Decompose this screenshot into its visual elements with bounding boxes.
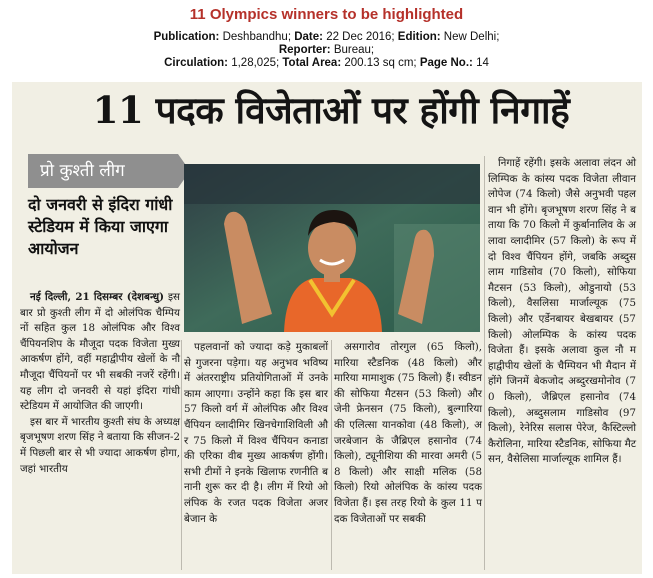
edition-value: New Delhi [443,31,497,43]
date-label: Date: [294,31,323,43]
wrestler-celebrating-photo-icon [184,164,480,332]
article-column-2 [184,340,328,527]
page-value: 14 [476,57,489,69]
category-tag: प्रो कुश्ती लीग [28,154,178,188]
reporter-value: Bureau [333,44,371,56]
area-value: 200.13 sq cm [344,57,414,69]
article-column-4-text: निगाहें रहेंगी। इसके अलावा लंदन ओलिम्पिक के कांस्य पदक विजेता लीवान लोपेज (74 किलो) जैसे अनुभवी पहलवान भी होंगे। बृजभूषण शरण सिंह ने बताया कि 70 किलो में कुर्बानालिव के अलावा व्लादीमिर (57 किलो) के रूप में दो विश्व चैंपियन होंगे, जबकि अब्दुसलाम गाडिसोव (70 किलो), सोफिया मैटसन (53 किलो), ओडुनायो (53 किलो), वैसलिसा मार्जाल्यूक (75 किलो) और एर्डेनबायर बेखबायर (57 किलो) ओलम्पिक के कांस्य पदक विजेता हैं। इसके अलावा कुल नौ महाद्वीपीय खेलों के चैम्पियन भी मैदान में होंगे जिनमें बेकजोद अब्दुरखमोनोव (70 किलो), जैब्रिएल हसानोव (74 किलो), अब्दुसलाम गाडिसोव (97 किलो), रेनेरिस सलास पेरेज, कैस्टिल्लो कैरोलिना, मारिया स्टैडनिक, सोफिया मैटसन, वैसेलिसा मार्जाल्यूक शामिल हैं। [488,157,637,466]
wrestler-photo [184,164,480,332]
circulation-line: Circulation: 1,28,025; Total Area: 200.13 sq cm; Page No.: 14 [164,57,489,69]
column-divider [484,156,485,570]
article-dateline: नई दिल्ली, 21 दिसम्बर (देशबन्धु) [30,291,164,303]
article-column-2-text: पहलवानों को ज्यादा कड़े मुकाबलों से गुजरना पड़ेगा। यह अनुभव भविष्य में अंतरराष्ट्रीय प्रतियोगिताओं में उनके काम आएगा। उन्होंने कहा कि इस बार 57 किलो वर्ग में ओलंपिक और विश्व चैंपियन व्लादीमिर खिनचेगाशिविली और 75 किलो में विश्व चैंपियन कनाडा की एरिका वीब मुख्य आकर्षण होंगी। सभी टीमों ने इनके खिलाफ रणनीति बनानी शुरू कर दी है। लीग में रियो ओलंपिक के रजत पदक विजेता अजरबेजान के [184,341,328,525]
newspaper-clipping [12,82,642,574]
article-column-1-paragraph-1: इस बार प्रो कुश्ती लीग में दो ओलंपिक चैम्पियनों सहित कुल 18 ओलंपिक और विश्व चैंपियनशिप के मौजूदा पदक विजेता मुख्य आकर्षण होंगे, वहीं महाद्वीपीय खेलों के नौ मौजूदा चैंपियनों पर भी सबकी नजरें रहेंगी। यह लीग दो जनवरी से यहां इंदिरा गांधी स्टेडियम में आयोजित की जाएगी। [20,291,180,413]
date-value: 22 Dec 2016 [326,31,392,43]
article-column-1-paragraph-2: इस बार में भारतीय कुश्ती संघ के अध्यक्ष बृजभूषण शरण सिंह ने बताया कि सीजन-2 में पिछली बार से भी ज्यादा आकर्षण होगा, जहां भारतीय [20,415,180,475]
article-column-1 [20,290,180,477]
column-divider [331,340,332,570]
reporter-label: Reporter: [278,44,331,56]
article-column-3 [334,340,482,527]
publication-value: Deshbandhu [222,31,288,43]
circulation-label: Circulation: [164,57,229,69]
area-label: Total Area: [282,57,342,69]
circulation-value: 1,28,025 [231,57,276,69]
article-column-3-text: असगारोव तोरगुल (65 किलो), मारिया स्टैडनिक (48 किलो) और मारिया मामाशुक (75 किलो) हैं। स्वीडन की सोफिया मैटसन (53 किलो) और जेनी फ्रेनसन (75 किलो), बुल्गारिया की एलित्सा यानकोवा (48 किलो), अजरबेजान के जैब्रिएल हसानोव (74 किलो), ट्यूनीशिया की मारवा अमरी (58 किलो) और साक्षी मलिक (58 किलो) रियो ओलंपिक के कांस्य पदक विजेता हैं। इस तरह रियो के कुल 11 पदक विजेताओं पर सबकी [334,341,482,525]
article-column-4 [488,156,636,468]
reporter-line: Reporter: Bureau; [278,44,375,56]
report-header [0,0,653,69]
publication-label: Publication: [153,31,220,43]
article-subhead: दो जनवरी से इंदिरा गांधी स्टेडियम में किया जाएगा आयोजन [28,195,173,258]
report-title: 11 Olympics winners to be highlighted [189,6,464,23]
page-label: Page No.: [419,57,473,69]
article-headline: 11 पदक विजेताओं पर होंगी निगाहें [92,88,570,132]
column-divider [181,340,182,570]
edition-label: Edition: [397,31,441,43]
publication-line: Publication: Deshbandhu; Date: 22 Dec 2016; Edition: New Delhi; [153,31,500,43]
